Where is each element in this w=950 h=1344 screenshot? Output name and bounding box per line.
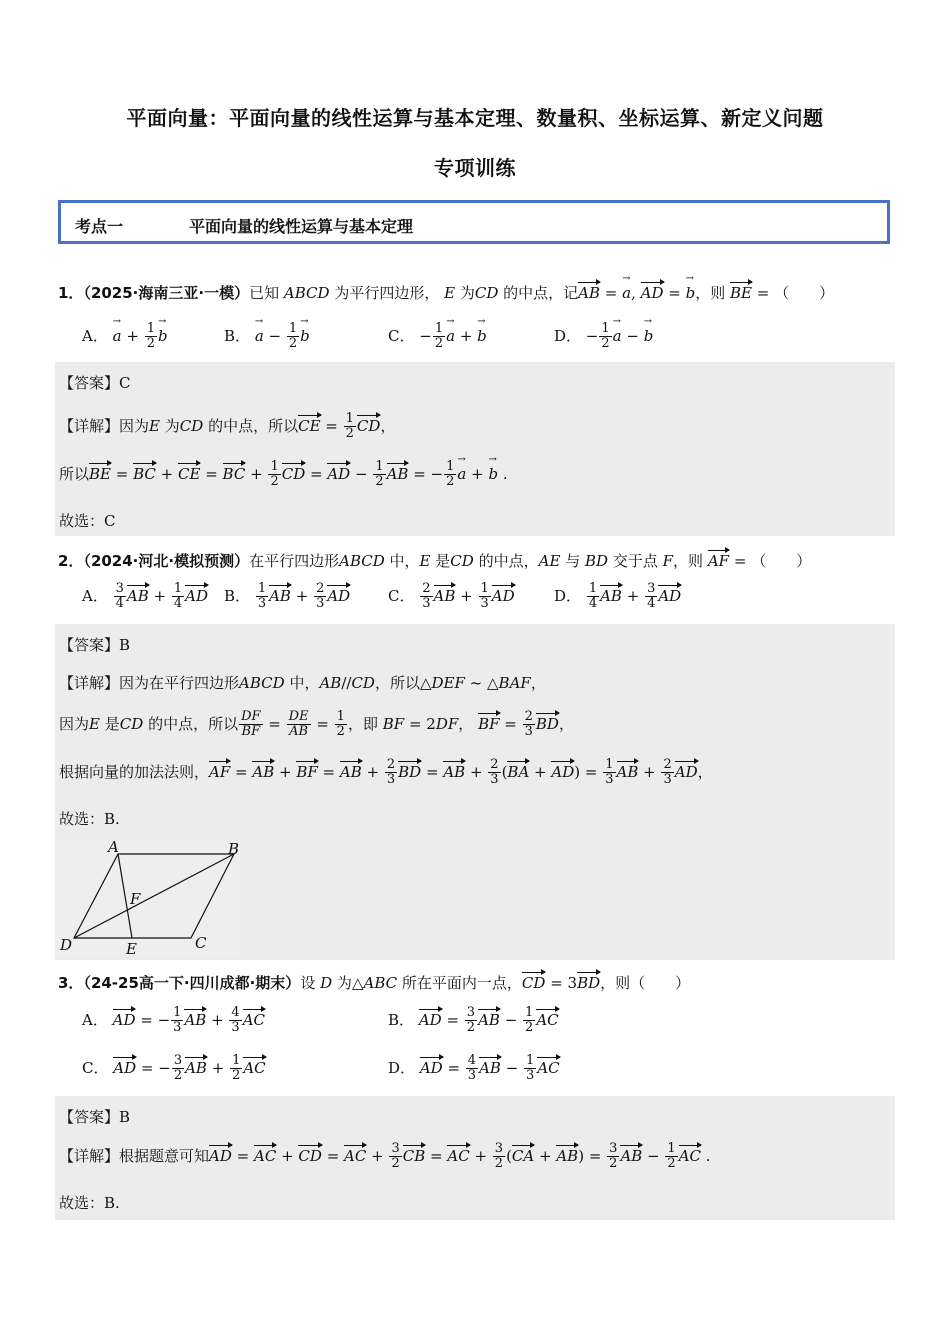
question-2-conclusion: 故选：B. <box>59 810 120 828</box>
question-2-option-a[interactable]: A． $\frac{3}{4}$ AB + $\frac{1}{4}$ AD <box>82 581 209 612</box>
question-2-option-c[interactable]: C． $\frac{2}{3}$ AB + $\frac{1}{3}$ AD <box>388 581 515 612</box>
question-1-option-c[interactable]: C． − $\frac{1}{2}$ a → + b → <box>388 322 487 352</box>
question-3-stem: 3．（24-25高一下·四川成都·期末）设 D 为△ABC 所在平面内一点，CD = 3BD，则（ ） <box>58 970 690 993</box>
question-1-option-b[interactable]: B． a → − $\frac{1}{2}$ b → <box>224 322 310 352</box>
section-title: 平面向量的线性运算与基本定理 <box>189 217 414 236</box>
label-d: D <box>60 936 73 954</box>
question-2-option-d[interactable]: D． $\frac{1}{4}$ AB + $\frac{3}{4}$ AD <box>554 581 682 612</box>
question-2-stem: 2．（2024·河北·模拟预测）在平行四边形ABCD 中，E 是CD 的中点，AE 与 BD 交于点 F，则 AF = （ ） <box>58 548 811 571</box>
diagonal-bd <box>74 854 234 938</box>
question-3-option-c[interactable]: C． AD = − $\frac{3}{2}$ AB + $\frac{1}{2}$ AC <box>82 1053 266 1084</box>
label-a: A <box>108 840 119 856</box>
question-1-detail-line-1: 【详解】因为E 为CD 的中点，所以CE = $\frac{1}{2}$ CD， <box>59 411 396 442</box>
question-3-option-b[interactable]: B． AD = $\frac{3}{2}$ AB − $\frac{1}{2}$ AC <box>388 1005 559 1036</box>
question-1-stem: 1．（2025·海南三亚·一模）已知 ABCD 为平行四边形， E 为CD 的中点，记AB = a →, AD = b →，则 BE = （ ） <box>58 280 834 303</box>
question-3-answer-block <box>55 1096 895 1220</box>
question-3-option-d[interactable]: D． AD = $\frac{4}{3}$ AB − $\frac{1}{3}$ AC <box>388 1053 560 1084</box>
question-1-answer: 【答案】C <box>59 374 131 392</box>
label-f: F <box>130 890 141 908</box>
question-number: 1． <box>58 284 84 302</box>
question-1-detail-line-2: 所以BE = BC + CE = BC + $\frac{1}{2}$ CD = AD − $\frac{1}{2}$ AB = − $\frac{1}{2}$ a → + b → . <box>59 460 508 490</box>
question-source: （2025·海南三亚·一模） <box>83 284 250 302</box>
question-3-answer: 【答案】B <box>59 1108 131 1126</box>
question-1-conclusion: 故选：C <box>59 512 116 530</box>
parallelogram-figure <box>56 840 240 956</box>
question-1-answer-block <box>55 362 895 536</box>
question-2-detail-line-3: 根据向量的加法法则，AF = AB + BF = AB + $\frac{2}{3}$ BD = AB + $\frac{2}{3}$ (BA + AD) = $\frac{1}{3}$ AB + $\frac{2}{3}$ AD， <box>59 757 713 788</box>
page-subtitle: 专项训练 <box>434 156 516 180</box>
label-c: C <box>195 934 207 952</box>
label-e: E <box>126 940 137 956</box>
question-3-conclusion: 故选：B. <box>59 1194 120 1212</box>
section-label: 考点一 <box>75 217 124 236</box>
page-title: 平面向量：平面向量的线性运算与基本定理、数量积、坐标运算、新定义问题 <box>126 106 824 130</box>
parallelogram-diagram <box>56 840 240 956</box>
question-1-option-d[interactable]: D． − $\frac{1}{2}$ a → − b → <box>554 322 653 352</box>
question-2-option-b[interactable]: B． $\frac{1}{3}$ AB + $\frac{2}{3}$ AD <box>224 581 351 612</box>
section-header <box>58 200 890 244</box>
question-3-detail-line: 【详解】根据题意可知AD = AC + CD = AC + $\frac{3}{2}$ CB = AC + $\frac{3}{2}$ (CA + AB) = $\frac{3}{2}$ AB − $\frac{1}{2}$ AC . <box>59 1141 711 1172</box>
question-2-answer: 【答案】B <box>59 636 131 654</box>
question-1-option-a[interactable]: A． a → + $\frac{1}{2}$ b → <box>82 322 168 352</box>
question-3-option-a[interactable]: A． AD = − $\frac{1}{3}$ AB + $\frac{4}{3}$ AC <box>82 1005 266 1036</box>
question-2-detail-line-2: 因为E 是CD 的中点，所以 $\frac{DF}{BF}$ = $\frac{DE}{AB}$ = $\frac{1}{2}$ ，即 BF = 2DF， BF = $\frac{2}{3}$ BD， <box>59 709 574 740</box>
label-b: B <box>228 840 240 858</box>
question-2-detail-line-1: 【详解】因为在平行四边形ABCD 中，AB//CD，所以△DEF ~ △BAF， <box>59 674 546 692</box>
